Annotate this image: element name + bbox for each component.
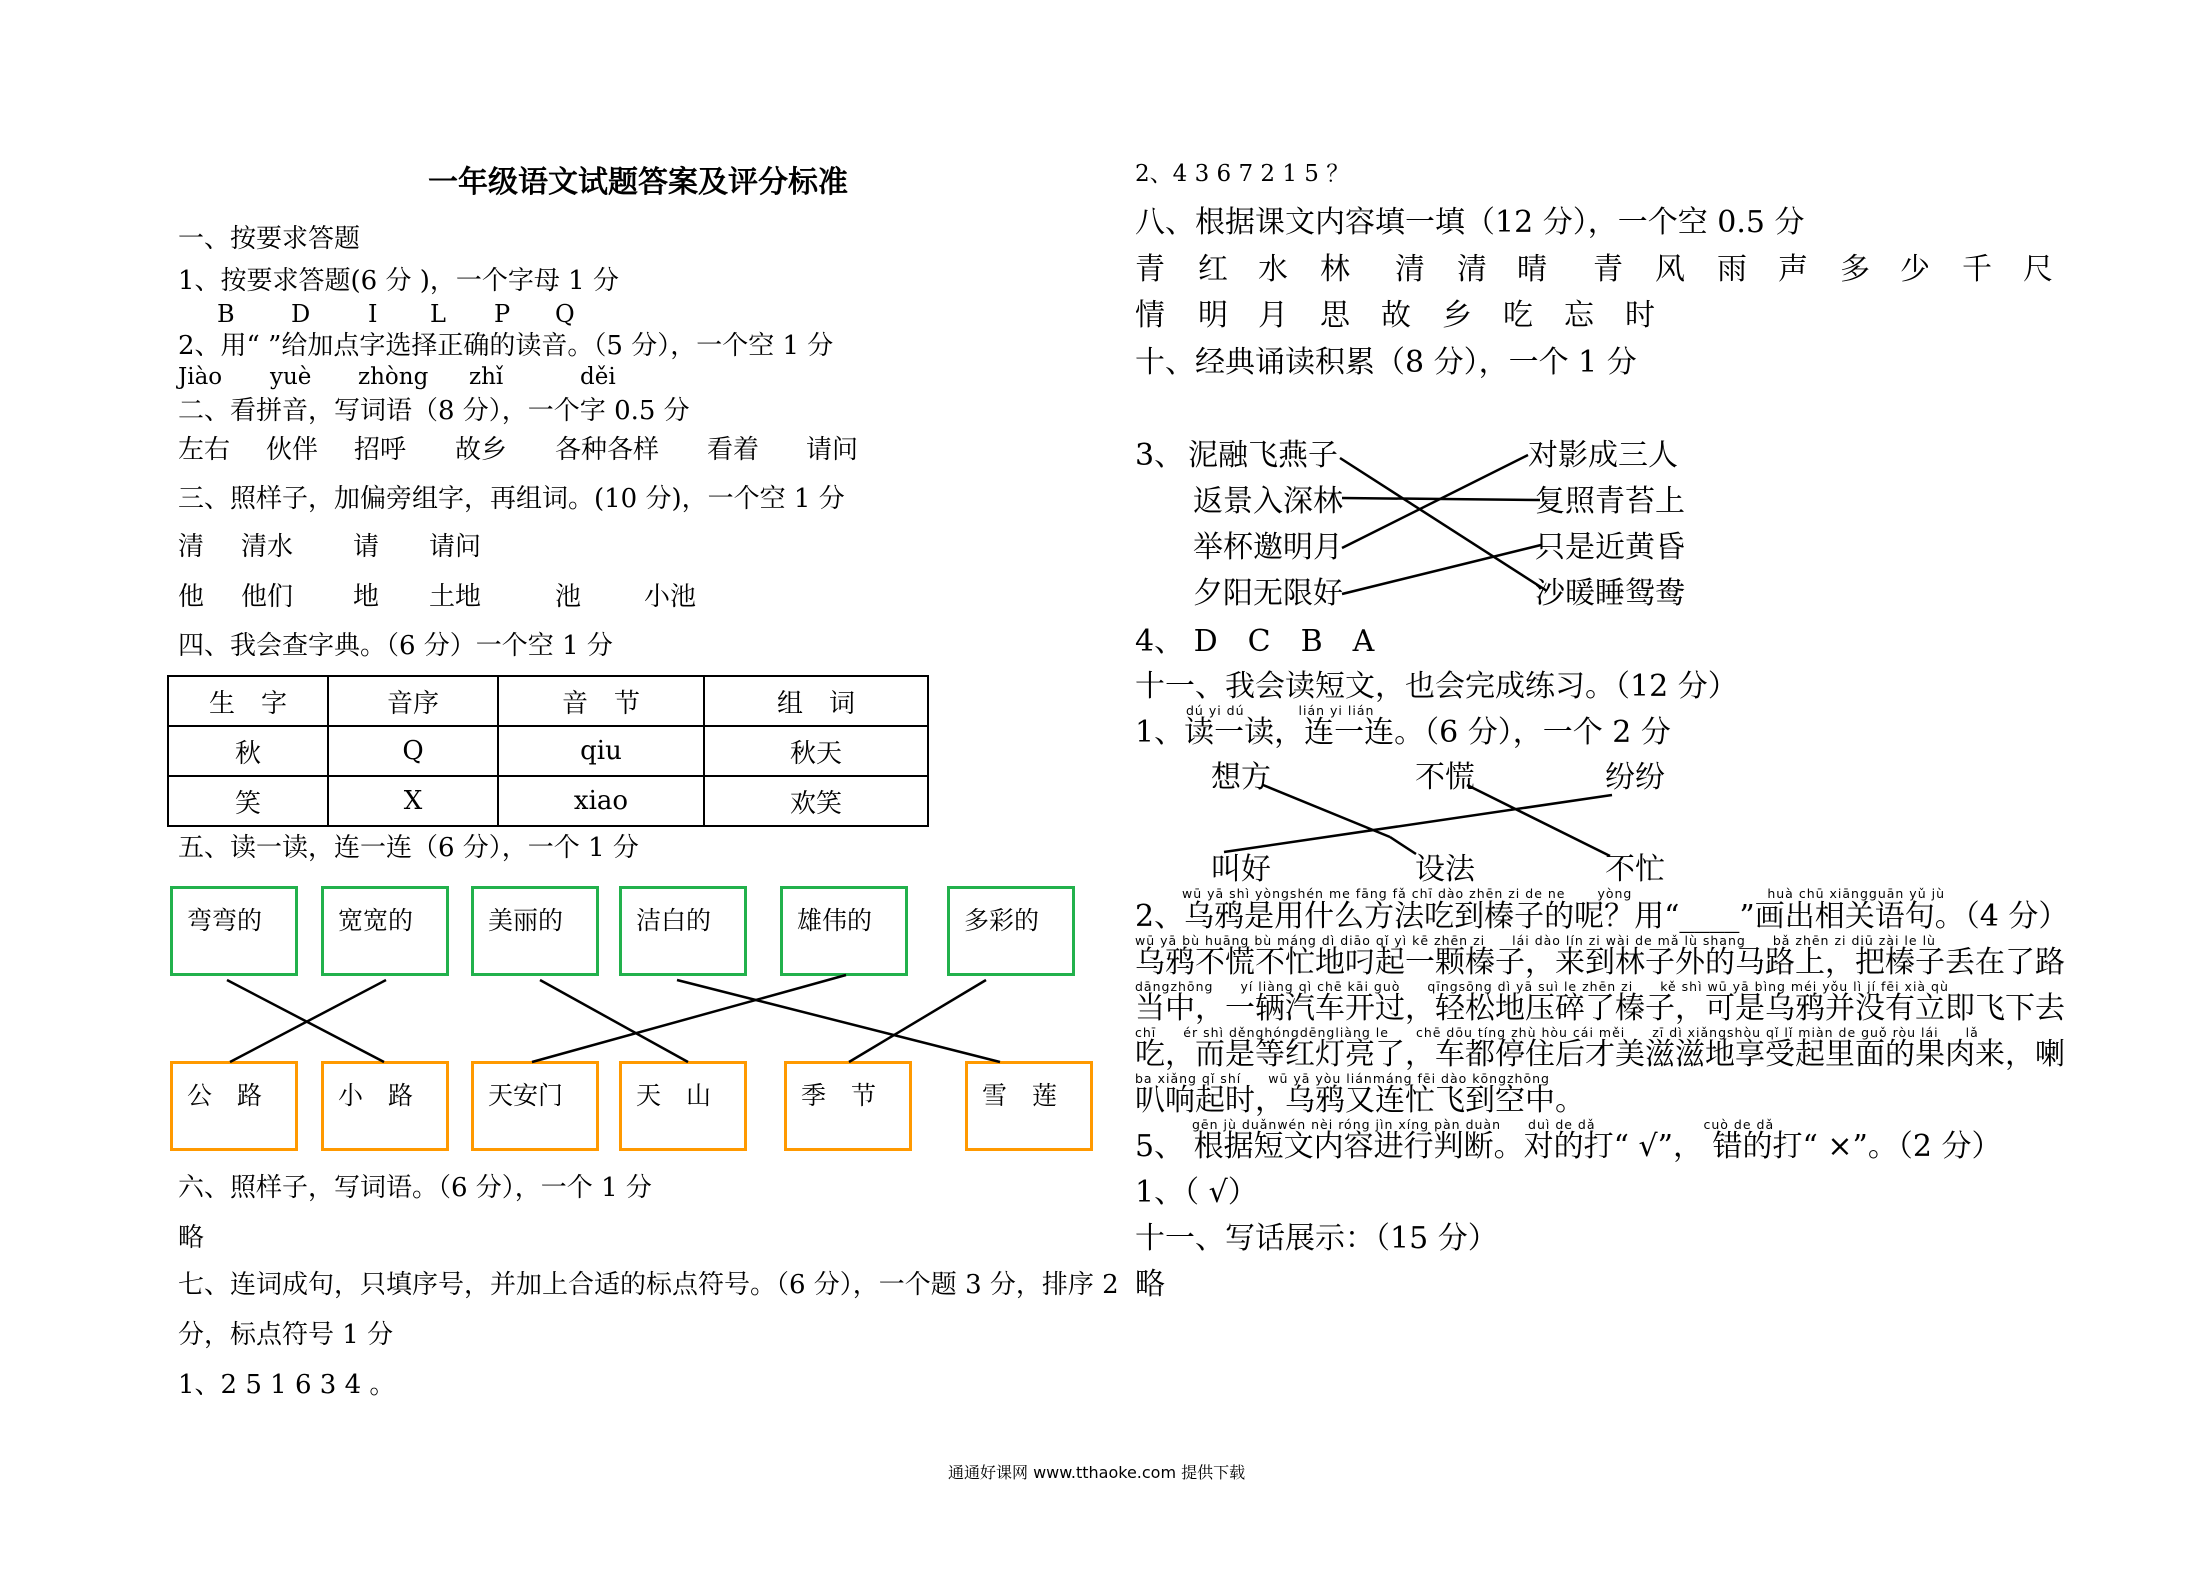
s8-char: 红 [1198, 252, 1228, 287]
s8-char: 少 [1900, 252, 1930, 287]
match-line [1340, 458, 1547, 591]
s8-char: 忘 [1564, 298, 1594, 333]
s11-q1-pinyin: dú yi dú lián yi lián [1186, 703, 1375, 718]
s11-top-3: 纷纷 [1605, 760, 1665, 795]
q2-answer-1: Jiào [178, 364, 223, 390]
table-header-cell: 音序 [328, 676, 498, 726]
poem-right-4: 沙暖睡鸳鸯 [1535, 576, 1685, 611]
passage-line-3: 吃，而是等红灯亮了，车都停住后才美滋滋地享受起里面的果肉来，喇 [1135, 1037, 2065, 1072]
s8-char: 林 [1320, 252, 1350, 287]
q2-answer-4: zhǐ [469, 364, 504, 390]
table-cell: 笑 [168, 776, 328, 826]
passage-pinyin-4: ba xiǎng qǐ shí wū yā yòu liánmáng fēi dào kōngzhōng [1135, 1071, 1550, 1086]
s10-q4-answer: 4、 D C B A [1135, 624, 1375, 659]
s3-r2-5: 池 [555, 582, 582, 612]
section-2-heading: 二、看拼音，写词语（8 分），一个字 0.5 分 [178, 396, 690, 426]
match-line [540, 980, 688, 1062]
match-line [1224, 795, 1612, 852]
section-12-heading: 十一、写话展示：（15 分） [1135, 1221, 1498, 1256]
page-title: 一年级语文试题答案及评分标准 [428, 165, 848, 200]
q2-answer-5: děi [580, 364, 616, 390]
s8-char: 清 [1395, 252, 1425, 287]
table-cell: 欢笑 [704, 776, 928, 826]
s8-char: 水 [1258, 252, 1288, 287]
q1-answer-2: D [291, 300, 311, 328]
s8-char: 风 [1655, 252, 1685, 287]
match-bottom-box-4: 天 山 [619, 1061, 747, 1151]
poem-left-2: 返景入深林 [1193, 484, 1343, 519]
passage-line-2: 当中，一辆汽车开过，轻松地压碎了榛子，可是乌鸦并没有立即飞下去 [1135, 991, 2065, 1026]
s11-top-1: 想方 [1211, 760, 1271, 795]
section-3-heading: 三、照样子，加偏旁组字，再组词。(10 分)，一个空 1 分 [178, 484, 845, 514]
s3-r2-2: 他们 [241, 582, 294, 612]
s8-char: 雨 [1717, 252, 1747, 287]
s11-q2: 2、乌鸦是用什么方法吃到榛子的呢？用“____”画出相关语句。（4 分） [1135, 899, 2069, 934]
s8-char: 千 [1962, 252, 1992, 287]
match-top-box-6: 多彩的 [947, 886, 1075, 976]
section-12-answer: 略 [1135, 1267, 1165, 1302]
s3-r1-2: 清水 [241, 532, 294, 562]
s2-answer-4: 故乡 [455, 435, 508, 465]
poem-right-3: 只是近黄昏 [1535, 530, 1685, 565]
s8-char: 晴 [1517, 252, 1547, 287]
table-cell: 秋 [168, 726, 328, 776]
s3-r1-3: 请 [353, 532, 380, 562]
s3-r1-1: 清 [178, 532, 205, 562]
q1-answer-3: I [368, 300, 378, 328]
table-header-cell: 组 词 [704, 676, 928, 726]
table-cell: Q [328, 726, 498, 776]
match-line [1342, 455, 1528, 548]
s3-r2-4: 土地 [429, 582, 482, 612]
match-line [849, 980, 986, 1062]
s8-char: 吃 [1503, 298, 1533, 333]
s11-top-2: 不慌 [1415, 760, 1475, 795]
match-top-box-3: 美丽的 [471, 886, 599, 976]
poem-right-1: 对影成三人 [1528, 438, 1678, 473]
table-cell: xiao [498, 776, 704, 826]
s2-answer-1: 左右 [178, 435, 231, 465]
match-line [532, 975, 846, 1062]
s11-q5-answer: 1、（ √） [1135, 1175, 1258, 1210]
s11-q5-pinyin: gēn jù duǎnwén nèi róng jìn xíng pàn duàn duì de dǎ cuò de dǎ [1192, 1117, 1775, 1132]
s11-bottom-1: 叫好 [1211, 852, 1271, 887]
footer-text: 通通好课网 www.tthaoke.com 提供下载 [948, 1463, 1246, 1482]
match-top-box-1: 弯弯的 [170, 886, 298, 976]
poem-left-4: 夕阳无限好 [1193, 576, 1343, 611]
section-8-heading: 八、根据课文内容填一填（12 分），一个空 0.5 分 [1135, 205, 1805, 240]
s8-char: 时 [1625, 298, 1655, 333]
table-cell: X [328, 776, 498, 826]
match-line [1390, 837, 1416, 854]
poem-left-3: 举杯邀明月 [1193, 530, 1343, 565]
poem-left-1: 泥融飞燕子 [1188, 438, 1338, 473]
s8-char: 故 [1381, 298, 1411, 333]
match-bottom-box-6: 雪 莲 [965, 1061, 1093, 1151]
q2-answer-2: yuè [270, 364, 312, 390]
s11-q1: 1、读一读，连一连。（6 分），一个 2 分 [1135, 715, 1671, 750]
match-bottom-box-3: 天安门 [471, 1061, 599, 1151]
match-top-box-5: 雄伟的 [780, 886, 908, 976]
s8-char: 月 [1258, 298, 1288, 333]
s8-char: 乡 [1442, 298, 1472, 333]
section-1-heading: 一、按要求答题 [178, 224, 361, 254]
s11-bottom-3: 不忙 [1605, 852, 1665, 887]
section-1-q2: 2、用“ ”给加点字选择正确的读音。（5 分），一个空 1 分 [178, 331, 834, 361]
q1-answer-5: P [494, 300, 511, 328]
s3-r2-1: 他 [178, 582, 205, 612]
passage-pinyin-1: wū yā bù huāng bù máng dì diāo qǐ yì kē zhēn zi lái dào lín zi wài de mǎ lù shang bǎ zhēn zi diū zài le lù [1135, 933, 1936, 948]
s8-char: 情 [1135, 298, 1165, 333]
s8-char: 多 [1840, 252, 1870, 287]
s8-char: 青 [1593, 252, 1623, 287]
section-6-heading: 六、照样子，写词语。（6 分），一个 1 分 [178, 1173, 652, 1203]
s8-char: 明 [1198, 298, 1228, 333]
table-header-cell: 生 字 [168, 676, 328, 726]
section-5-heading: 五、读一读，连一连（6 分），一个 1 分 [178, 833, 639, 863]
passage-line-4: 叭响起时，乌鸦又连忙飞到空中。 [1135, 1083, 1585, 1118]
q1-answer-4: L [430, 300, 446, 328]
passage-pinyin-2: dāngzhōng yí liàng qì chē kāi guò qīngsōng dì yā suì le zhēn zi kě shì wū yā bìng méi yǒu lì jí fēi xià qù [1135, 979, 1949, 994]
q1-answer-6: Q [555, 300, 575, 328]
s8-char: 思 [1320, 298, 1350, 333]
s3-r1-4: 请问 [429, 532, 482, 562]
s2-answer-5: 各种各样 [555, 435, 660, 465]
poem-right-2: 复照青苔上 [1535, 484, 1685, 519]
match-top-box-4: 洁白的 [619, 886, 747, 976]
s2-answer-7: 请问 [806, 435, 859, 465]
section-7-q1-answer: 1、2 5 1 6 3 4 。 [178, 1370, 396, 1400]
match-top-box-2: 宽宽的 [321, 886, 449, 976]
passage-line-1: 乌鸦不慌不忙地叼起一颗榛子，来到林子外的马路上，把榛子丢在了路 [1135, 945, 2065, 980]
s2-answer-6: 看着 [707, 435, 760, 465]
match-bottom-box-2: 小 路 [321, 1061, 449, 1151]
s8-char: 声 [1778, 252, 1808, 287]
s10-q3-label: 3、 [1135, 438, 1185, 473]
s8-char: 尺 [2023, 252, 2053, 287]
table-header-cell: 音 节 [498, 676, 704, 726]
section-1-q1: 1、按要求答题(6 分 )，一个字母 1 分 [178, 266, 619, 296]
section-7-heading-cont: 分，标点符号 1 分 [178, 1320, 394, 1350]
s3-r2-3: 地 [353, 582, 380, 612]
s11-bottom-2: 设法 [1415, 852, 1475, 887]
s3-r2-6: 小池 [644, 582, 697, 612]
s11-q5: 5、 根据短文内容进行判断。对的打“ √”， 错的打“ ×”。（2 分） [1135, 1129, 2002, 1164]
match-bottom-box-5: 季 节 [784, 1061, 912, 1151]
match-line [1467, 785, 1610, 856]
s8-char: 清 [1457, 252, 1487, 287]
match-bottom-box-1: 公 路 [170, 1061, 298, 1151]
match-line [677, 980, 1000, 1062]
passage-pinyin-3: chī ér shì děnghóngdēngliàng le chē dōu tíng zhù hòu cái měi zī dì xiǎngshòu qǐ lǐ miàn de guǒ ròu lái lǎ [1135, 1025, 1979, 1040]
table-cell: 秋天 [704, 726, 928, 776]
s2-answer-3: 招呼 [354, 435, 407, 465]
section-6-answer: 略 [178, 1223, 205, 1253]
q1-answer-1: B [217, 300, 235, 328]
section-11-heading: 十一、我会读短文，也会完成练习。（12 分） [1135, 669, 1738, 704]
q2-answer-3: zhòng [358, 364, 429, 390]
section-7-heading: 七、连词成句，只填序号，并加上合适的标点符号。（6 分），一个题 3 分，排序 2 [178, 1270, 1119, 1300]
s2-answer-2: 伙伴 [266, 435, 319, 465]
match-line [1342, 545, 1541, 594]
s11-q2-pinyin: wū yā shì yòngshén me fāng fǎ chī dào zhēn zi de ne yòng huà chū xiāngguān yǔ jù [1182, 886, 1945, 901]
section-7-q2-answer: 2、4 3 6 7 2 1 5 ？ [1135, 161, 1350, 187]
section-10-heading: 十、经典诵读积累（8 分），一个 1 分 [1135, 345, 1637, 380]
section-4-heading: 四、我会查字典。（6 分）一个空 1 分 [178, 631, 613, 661]
table-cell: qiu [498, 726, 704, 776]
s8-char: 青 [1135, 252, 1165, 287]
